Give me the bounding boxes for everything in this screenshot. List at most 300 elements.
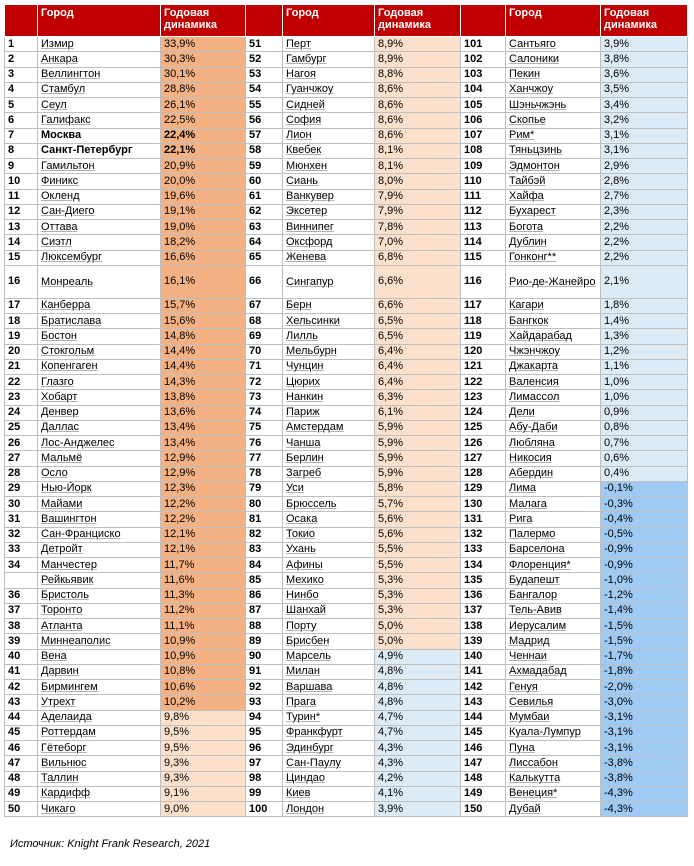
dynamics-cell: 6,4% — [375, 375, 461, 390]
city-cell: Бухарест — [506, 204, 601, 219]
city-cell: Пекин — [506, 67, 601, 82]
city-cell: Измир — [38, 37, 161, 52]
rank-cell: 72 — [246, 375, 283, 390]
city-cell: Ванкувер — [283, 189, 375, 204]
dynamics-cell: 5,9% — [375, 436, 461, 451]
rank-cell: 131 — [461, 512, 506, 527]
rank-cell: 113 — [461, 220, 506, 235]
dynamics-cell: 10,6% — [161, 680, 246, 695]
table-row — [5, 37, 688, 52]
rank-cell: 78 — [246, 466, 283, 481]
city-cell: Джакарта — [506, 359, 601, 374]
table-row — [5, 695, 688, 710]
city-cell: Дублин — [506, 235, 601, 250]
dynamics-cell: 12,1% — [161, 527, 246, 542]
dynamics-cell: 15,7% — [161, 298, 246, 313]
city-cell: Циндао — [283, 771, 375, 786]
dynamics-cell: 0,7% — [601, 436, 688, 451]
dynamics-cell: 1,0% — [601, 390, 688, 405]
table-row — [5, 204, 688, 219]
city-cell: Шанхай — [283, 603, 375, 618]
city-cell: Генуя — [506, 680, 601, 695]
city-cell: Чжэнчжоу — [506, 344, 601, 359]
table-row — [5, 265, 688, 298]
rank-cell: 138 — [461, 619, 506, 634]
city-cell: Венеция* — [506, 786, 601, 801]
city-cell: Никосия — [506, 451, 601, 466]
rank-cell: 129 — [461, 481, 506, 496]
city-cell: Бангкок — [506, 314, 601, 329]
rank-cell: 94 — [246, 710, 283, 725]
city-cell: Братислава — [38, 314, 161, 329]
city-cell: Бангалор — [506, 588, 601, 603]
dynamics-cell: -1,5% — [601, 634, 688, 649]
rank-cell: 37 — [5, 603, 38, 618]
dynamics-cell: 1,3% — [601, 329, 688, 344]
dynamics-cell: 3,1% — [601, 143, 688, 158]
city-cell: Рио-де-Жанейро — [506, 265, 601, 298]
city-cell: Перт — [283, 37, 375, 52]
rank-cell: 134 — [461, 558, 506, 573]
city-cell: Люксембург — [38, 250, 161, 265]
city-cell: Торонто — [38, 603, 161, 618]
header-dynamics: Годовая динамика — [161, 5, 246, 37]
city-cell: Аделаида — [38, 710, 161, 725]
city-cell: Эдинбург — [283, 741, 375, 756]
city-cell: Палермо — [506, 527, 601, 542]
dynamics-cell: 4,3% — [375, 741, 461, 756]
rank-cell: 108 — [461, 143, 506, 158]
dynamics-cell: 5,7% — [375, 497, 461, 512]
dynamics-cell: 14,3% — [161, 375, 246, 390]
city-cell: Афины — [283, 558, 375, 573]
city-cell: Веллингтон — [38, 67, 161, 82]
dynamics-cell: 8,9% — [375, 37, 461, 52]
city-cell: Лондон — [283, 802, 375, 817]
city-cell: Лимассол — [506, 390, 601, 405]
city-cell: Гамбург — [283, 52, 375, 67]
dynamics-cell: 6,5% — [375, 329, 461, 344]
city-cell: Кардифф — [38, 786, 161, 801]
rank-cell: 69 — [246, 329, 283, 344]
dynamics-cell: 9,3% — [161, 771, 246, 786]
rank-cell: 142 — [461, 680, 506, 695]
table-body — [5, 37, 688, 817]
city-cell: Милан — [283, 664, 375, 679]
rank-cell: 87 — [246, 603, 283, 618]
dynamics-cell: 8,6% — [375, 128, 461, 143]
rank-cell: 65 — [246, 250, 283, 265]
dynamics-cell: 19,6% — [161, 189, 246, 204]
rank-cell: 39 — [5, 634, 38, 649]
city-cell: Шэньчжэнь — [506, 98, 601, 113]
city-cell: Эксетер — [283, 204, 375, 219]
dynamics-cell: 9,3% — [161, 756, 246, 771]
dynamics-cell: 5,0% — [375, 619, 461, 634]
city-cell: Копенгаген — [38, 359, 161, 374]
rank-cell: 14 — [5, 235, 38, 250]
dynamics-cell: 12,1% — [161, 542, 246, 557]
dynamics-cell: 5,3% — [375, 573, 461, 588]
rank-cell: 21 — [5, 359, 38, 374]
rank-cell: 59 — [246, 159, 283, 174]
header-dynamics: Годовая динамика — [601, 5, 688, 37]
dynamics-cell: 3,2% — [601, 113, 688, 128]
table-row — [5, 603, 688, 618]
dynamics-cell: -3,1% — [601, 741, 688, 756]
rank-cell: 34 — [5, 558, 38, 573]
rank-cell: 70 — [246, 344, 283, 359]
rank-cell: 25 — [5, 420, 38, 435]
rank-cell: 10 — [5, 174, 38, 189]
city-ranking-table — [4, 4, 688, 817]
dynamics-cell: 6,3% — [375, 390, 461, 405]
rank-cell: 110 — [461, 174, 506, 189]
city-cell: Берн — [283, 298, 375, 313]
city-cell: Абердин — [506, 466, 601, 481]
rank-cell: 125 — [461, 420, 506, 435]
rank-cell: 52 — [246, 52, 283, 67]
city-cell: Сингапур — [283, 265, 375, 298]
rank-cell: 140 — [461, 649, 506, 664]
dynamics-cell: -0,9% — [601, 542, 688, 557]
dynamics-cell: 6,6% — [375, 265, 461, 298]
city-cell: Гуанчжоу — [283, 82, 375, 97]
table-row — [5, 250, 688, 265]
rank-cell: 28 — [5, 466, 38, 481]
rank-cell: 111 — [461, 189, 506, 204]
rank-cell: 90 — [246, 649, 283, 664]
rank-cell: 62 — [246, 204, 283, 219]
city-cell: Осака — [283, 512, 375, 527]
dynamics-cell: 5,6% — [375, 527, 461, 542]
city-cell: Атланта — [38, 619, 161, 634]
rank-cell: 38 — [5, 619, 38, 634]
dynamics-cell: 19,0% — [161, 220, 246, 235]
dynamics-cell: 6,1% — [375, 405, 461, 420]
city-cell: Лион — [283, 128, 375, 143]
rank-cell: 47 — [5, 756, 38, 771]
rank-cell: 77 — [246, 451, 283, 466]
city-cell: Нанкин — [283, 390, 375, 405]
table-row — [5, 113, 688, 128]
city-cell: Флоренция* — [506, 558, 601, 573]
city-cell: Рим* — [506, 128, 601, 143]
rank-cell: 99 — [246, 786, 283, 801]
rank-cell: 91 — [246, 664, 283, 679]
city-cell: Амстердам — [283, 420, 375, 435]
rank-cell: 120 — [461, 344, 506, 359]
rank-cell: 119 — [461, 329, 506, 344]
dynamics-cell: 2,8% — [601, 174, 688, 189]
rank-cell: 127 — [461, 451, 506, 466]
rank-cell: 109 — [461, 159, 506, 174]
rank-cell: 81 — [246, 512, 283, 527]
dynamics-cell: 4,1% — [375, 786, 461, 801]
dynamics-cell: 4,9% — [375, 649, 461, 664]
dynamics-cell: 11,1% — [161, 619, 246, 634]
table-row — [5, 649, 688, 664]
dynamics-cell: 16,6% — [161, 250, 246, 265]
dynamics-cell: 18,2% — [161, 235, 246, 250]
rank-cell: 136 — [461, 588, 506, 603]
header-city: Город — [506, 5, 601, 37]
city-cell: Оттава — [38, 220, 161, 235]
rank-cell: 31 — [5, 512, 38, 527]
header-rank — [461, 5, 506, 37]
city-cell: Иерусалим — [506, 619, 601, 634]
table-row — [5, 189, 688, 204]
dynamics-cell: 2,7% — [601, 189, 688, 204]
table-row — [5, 344, 688, 359]
dynamics-cell: 9,1% — [161, 786, 246, 801]
dynamics-cell: 8,6% — [375, 82, 461, 97]
dynamics-cell: 14,4% — [161, 344, 246, 359]
rank-cell: 93 — [246, 695, 283, 710]
rank-cell: 118 — [461, 314, 506, 329]
dynamics-cell: 2,2% — [601, 235, 688, 250]
rank-cell: 116 — [461, 265, 506, 298]
city-cell: Эдмонтон — [506, 159, 601, 174]
city-cell: Стокгольм — [38, 344, 161, 359]
city-cell: Чунцин — [283, 359, 375, 374]
dynamics-cell: 3,9% — [375, 802, 461, 817]
city-cell: Севилья — [506, 695, 601, 710]
rank-cell: 115 — [461, 250, 506, 265]
dynamics-cell: 8,9% — [375, 52, 461, 67]
dynamics-cell: 9,8% — [161, 710, 246, 725]
table-row — [5, 390, 688, 405]
header-city: Город — [38, 5, 161, 37]
dynamics-cell: -0,3% — [601, 497, 688, 512]
dynamics-cell: 0,9% — [601, 405, 688, 420]
rank-cell: 50 — [5, 802, 38, 817]
city-cell: Сеул — [38, 98, 161, 113]
city-cell: Таллин — [38, 771, 161, 786]
city-cell: Сидней — [283, 98, 375, 113]
rank-cell: 22 — [5, 375, 38, 390]
dynamics-cell: 8,6% — [375, 113, 461, 128]
dynamics-cell: 4,7% — [375, 710, 461, 725]
city-cell: Скопье — [506, 113, 601, 128]
rank-cell: 80 — [246, 497, 283, 512]
rank-cell: 75 — [246, 420, 283, 435]
city-cell: Ченнаи — [506, 649, 601, 664]
rank-cell: 53 — [246, 67, 283, 82]
city-cell: Дубай — [506, 802, 601, 817]
dynamics-cell: 3,6% — [601, 67, 688, 82]
city-cell: Сан-Франциско — [38, 527, 161, 542]
rank-cell: 137 — [461, 603, 506, 618]
dynamics-cell: 3,4% — [601, 98, 688, 113]
city-cell: Куала-Лумпур — [506, 725, 601, 740]
dynamics-cell: 33,9% — [161, 37, 246, 52]
rank-cell: 17 — [5, 298, 38, 313]
rank-cell: 86 — [246, 588, 283, 603]
dynamics-cell: 11,2% — [161, 603, 246, 618]
rank-cell: 79 — [246, 481, 283, 496]
table-row — [5, 756, 688, 771]
rank-cell: 15 — [5, 250, 38, 265]
city-cell: Вильнюс — [38, 756, 161, 771]
header-rank — [246, 5, 283, 37]
city-cell: Рига — [506, 512, 601, 527]
table-row — [5, 512, 688, 527]
dynamics-cell: 13,6% — [161, 405, 246, 420]
city-cell: Мехико — [283, 573, 375, 588]
dynamics-cell: 14,4% — [161, 359, 246, 374]
city-cell: Пуна — [506, 741, 601, 756]
rank-cell: 20 — [5, 344, 38, 359]
header-dynamics: Годовая динамика — [375, 5, 461, 37]
city-cell: Мальмё — [38, 451, 161, 466]
rank-cell: 95 — [246, 725, 283, 740]
dynamics-cell: 8,1% — [375, 159, 461, 174]
table-row — [5, 159, 688, 174]
dynamics-cell: 2,9% — [601, 159, 688, 174]
rank-cell: 150 — [461, 802, 506, 817]
dynamics-cell: 6,8% — [375, 250, 461, 265]
rank-cell: 74 — [246, 405, 283, 420]
city-cell: Валенсия — [506, 375, 601, 390]
city-cell: Ханчжоу — [506, 82, 601, 97]
dynamics-cell: 3,8% — [601, 52, 688, 67]
city-cell: Роттердам — [38, 725, 161, 740]
rank-cell: 83 — [246, 542, 283, 557]
rank-cell: 97 — [246, 756, 283, 771]
city-cell: Вашингтон — [38, 512, 161, 527]
dynamics-cell: 6,6% — [375, 298, 461, 313]
table-row — [5, 573, 688, 588]
city-cell: Даллас — [38, 420, 161, 435]
dynamics-cell: 5,9% — [375, 420, 461, 435]
table-row — [5, 98, 688, 113]
dynamics-cell: 11,3% — [161, 588, 246, 603]
city-cell: Марсель — [283, 649, 375, 664]
rank-cell: 92 — [246, 680, 283, 695]
city-cell: София — [283, 113, 375, 128]
city-cell: Ухань — [283, 542, 375, 557]
city-cell: Анкара — [38, 52, 161, 67]
header-city: Город — [283, 5, 375, 37]
rank-cell: 126 — [461, 436, 506, 451]
city-cell: Салоники — [506, 52, 601, 67]
rank-cell: 117 — [461, 298, 506, 313]
table-header-row — [5, 5, 688, 37]
rank-cell: 100 — [246, 802, 283, 817]
city-cell: Ахмадабад — [506, 664, 601, 679]
rank-cell: 149 — [461, 786, 506, 801]
city-cell: Окленд — [38, 189, 161, 204]
rank-cell: 114 — [461, 235, 506, 250]
dynamics-cell: 4,3% — [375, 756, 461, 771]
dynamics-cell: 6,5% — [375, 314, 461, 329]
dynamics-cell: 0,4% — [601, 466, 688, 481]
table-row — [5, 466, 688, 481]
rank-cell: 130 — [461, 497, 506, 512]
rank-cell: 101 — [461, 37, 506, 52]
city-cell: Турин* — [283, 710, 375, 725]
dynamics-cell: 22,4% — [161, 128, 246, 143]
rank-cell: 42 — [5, 680, 38, 695]
dynamics-cell: -0,9% — [601, 558, 688, 573]
dynamics-cell: 19,1% — [161, 204, 246, 219]
city-cell: Мюнхен — [283, 159, 375, 174]
dynamics-cell: -1,8% — [601, 664, 688, 679]
city-cell: Будапешт — [506, 573, 601, 588]
rank-cell: 48 — [5, 771, 38, 786]
rank-cell: 54 — [246, 82, 283, 97]
rank-cell: 33 — [5, 542, 38, 557]
city-cell: Мадрид — [506, 634, 601, 649]
city-cell: Сиэтл — [38, 235, 161, 250]
rank-cell: 88 — [246, 619, 283, 634]
dynamics-cell: -3,1% — [601, 710, 688, 725]
table-row — [5, 802, 688, 817]
dynamics-cell: 4,8% — [375, 680, 461, 695]
dynamics-cell: 1,4% — [601, 314, 688, 329]
dynamics-cell: 1,1% — [601, 359, 688, 374]
table-row — [5, 481, 688, 496]
dynamics-cell: 5,8% — [375, 481, 461, 496]
table-row — [5, 680, 688, 695]
table-row — [5, 67, 688, 82]
city-cell: Тель-Авив — [506, 603, 601, 618]
city-cell: Вена — [38, 649, 161, 664]
rank-cell: 104 — [461, 82, 506, 97]
dynamics-cell: 5,9% — [375, 466, 461, 481]
table-row — [5, 542, 688, 557]
dynamics-cell: 4,2% — [375, 771, 461, 786]
city-cell: Дели — [506, 405, 601, 420]
city-cell: Мумбаи — [506, 710, 601, 725]
rank-cell: 12 — [5, 204, 38, 219]
table-row — [5, 235, 688, 250]
city-cell: Хобарт — [38, 390, 161, 405]
dynamics-cell: 16,1% — [161, 265, 246, 298]
dynamics-cell: 30,3% — [161, 52, 246, 67]
city-cell: Рейкьявик — [38, 573, 161, 588]
city-cell: Загреб — [283, 466, 375, 481]
city-cell: Женева — [283, 250, 375, 265]
table-row — [5, 786, 688, 801]
rank-cell: 23 — [5, 390, 38, 405]
table-row — [5, 405, 688, 420]
rank-cell: 18 — [5, 314, 38, 329]
rank-cell: 11 — [5, 189, 38, 204]
city-cell: Бостон — [38, 329, 161, 344]
dynamics-cell: 10,8% — [161, 664, 246, 679]
rank-cell: 84 — [246, 558, 283, 573]
rank-cell: 3 — [5, 67, 38, 82]
table-row — [5, 174, 688, 189]
table-row — [5, 375, 688, 390]
rank-cell: 121 — [461, 359, 506, 374]
city-cell: Квебек — [283, 143, 375, 158]
dynamics-cell: -4,3% — [601, 802, 688, 817]
rank-cell: 63 — [246, 220, 283, 235]
city-cell: Денвер — [38, 405, 161, 420]
city-cell: Бирмингем — [38, 680, 161, 695]
dynamics-cell: 22,1% — [161, 143, 246, 158]
city-cell: Богота — [506, 220, 601, 235]
table-row — [5, 436, 688, 451]
rank-cell: 112 — [461, 204, 506, 219]
rank-cell: 102 — [461, 52, 506, 67]
table-row — [5, 741, 688, 756]
city-cell: Хайдарабад — [506, 329, 601, 344]
city-cell: Прага — [283, 695, 375, 710]
